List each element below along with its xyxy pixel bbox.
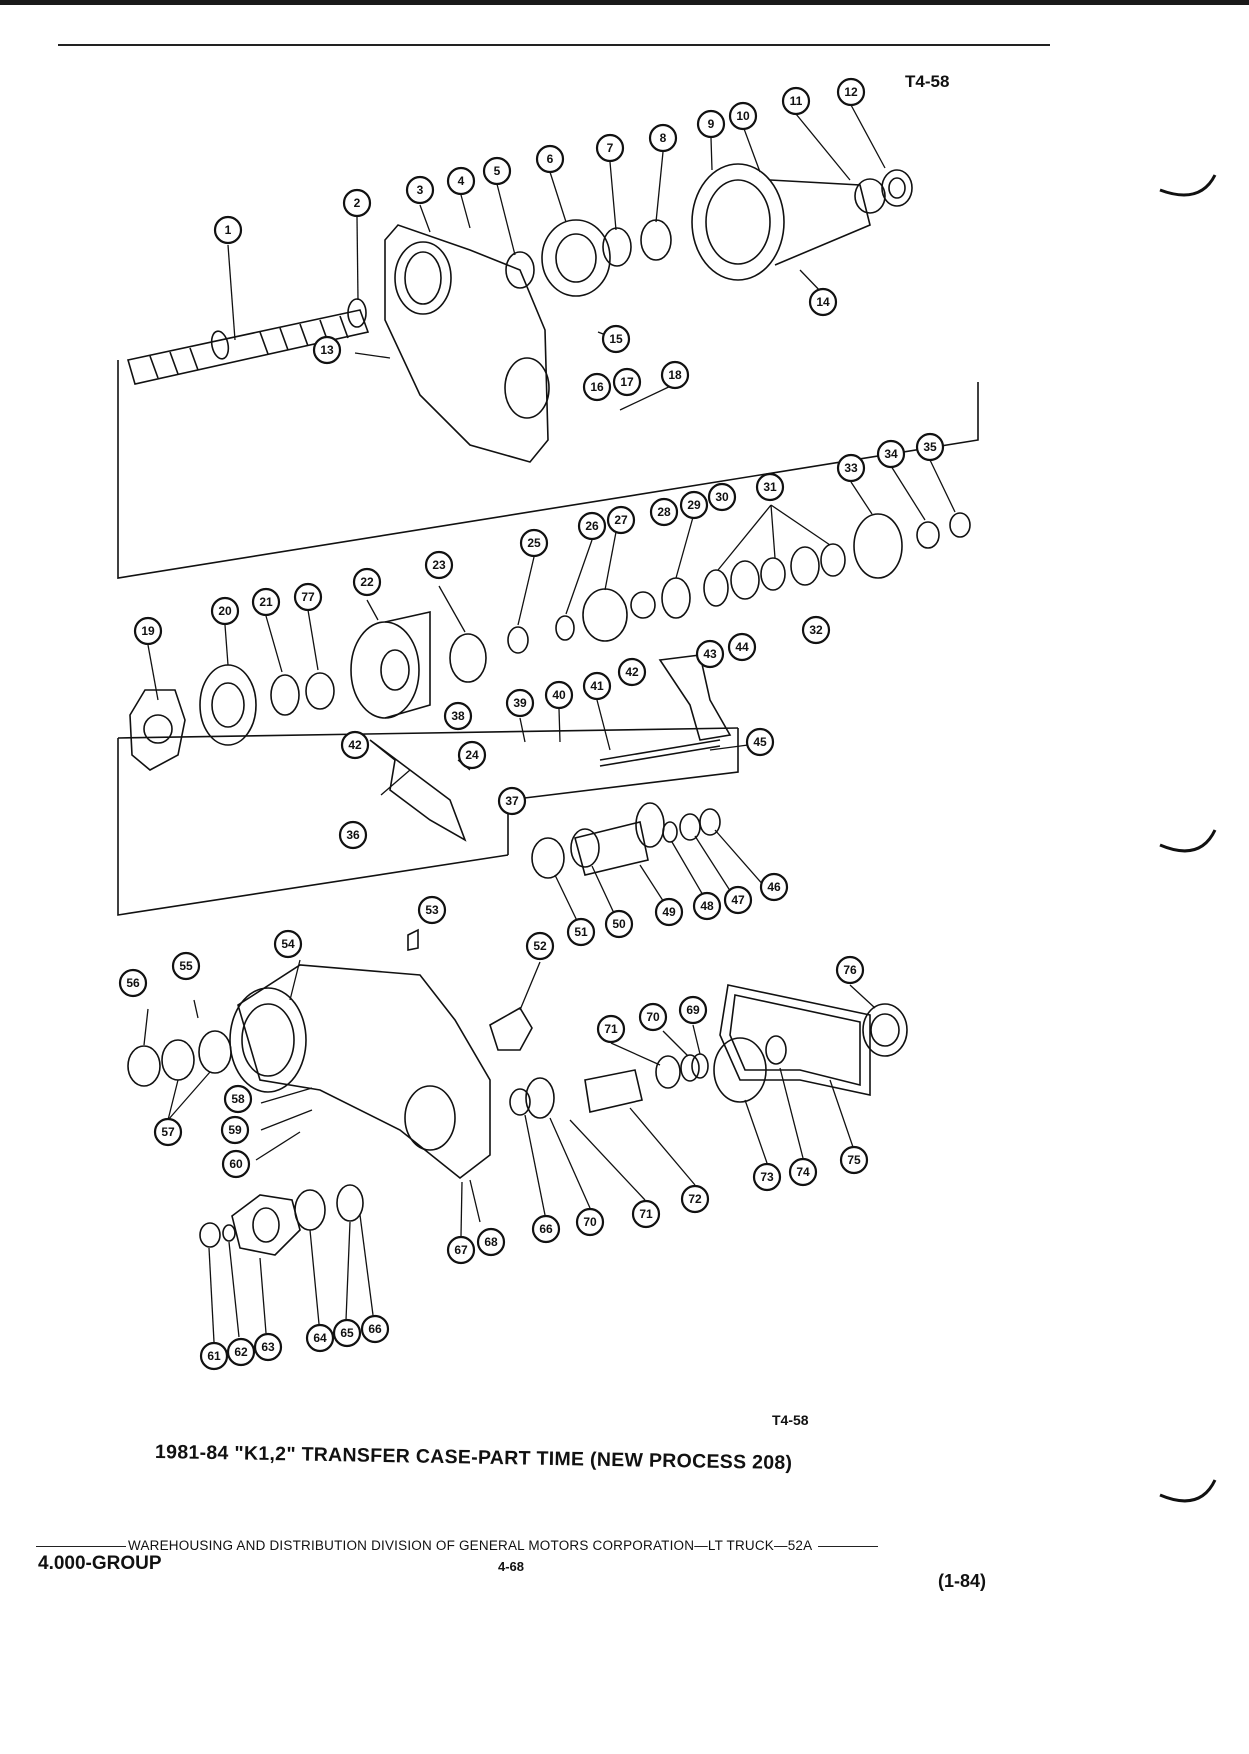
yoke-63 [232, 1195, 300, 1255]
svg-text:25: 25 [527, 536, 541, 550]
oil-pump [130, 690, 185, 770]
diagram-title: 1981-84 "K1,2" TRANSFER CASE-PART TIME (NEW PROCESS 208) [154, 1441, 793, 1475]
seal-11 [855, 179, 885, 213]
footer-page-number: 4-68 [498, 1559, 525, 1574]
svg-text:14: 14 [816, 295, 830, 309]
callout-7 [597, 135, 623, 161]
callout-2 [344, 190, 370, 216]
seal-46 [700, 809, 720, 835]
svg-text:39: 39 [513, 696, 527, 710]
bearing-8 [641, 220, 671, 260]
footer-group: 4.000-GROUP [38, 1553, 162, 1574]
callout-8 [650, 125, 676, 151]
callout-24 [459, 742, 485, 768]
svg-text:56: 56 [126, 976, 140, 990]
svg-text:11: 11 [789, 94, 803, 108]
callout-21 [253, 589, 279, 615]
callout-48 [694, 893, 720, 919]
binder-mark-3 [1160, 1480, 1215, 1501]
callout-13 [314, 337, 340, 363]
svg-text:42: 42 [625, 665, 639, 679]
svg-text:38: 38 [451, 709, 465, 723]
bearing-7 [603, 228, 631, 266]
svg-text:3: 3 [416, 183, 424, 197]
footer-revision: (1-84) [938, 1571, 987, 1591]
svg-text:18: 18 [668, 368, 682, 382]
callout-49 [656, 899, 682, 925]
callout-25 [521, 530, 547, 556]
callout-40 [546, 682, 572, 708]
svg-text:16: 16 [590, 380, 604, 394]
callout-38 [445, 703, 471, 729]
callout-47 [725, 887, 751, 913]
callout-30 [709, 484, 735, 510]
svg-text:62: 62 [234, 1345, 248, 1359]
seal-64 [295, 1190, 325, 1230]
svg-text:76: 76 [843, 963, 857, 977]
svg-text:30: 30 [715, 490, 729, 504]
callout-14 [810, 289, 836, 315]
svg-text:22: 22 [360, 575, 374, 589]
callout-15 [603, 326, 629, 352]
callout-1 [215, 217, 241, 243]
callout-46 [761, 874, 787, 900]
svg-text:2: 2 [353, 196, 361, 210]
spacer-31b [761, 558, 785, 590]
svg-text:68: 68 [484, 1235, 498, 1249]
bearing-32a [731, 561, 759, 599]
svg-text:23: 23 [432, 558, 446, 572]
callout-52 [527, 933, 553, 959]
svg-text:24: 24 [465, 748, 479, 762]
callout-73 [754, 1164, 780, 1190]
svg-text:7: 7 [606, 141, 614, 155]
bearing-47 [680, 814, 700, 840]
spacer-69 [692, 1054, 708, 1078]
bushing-77 [306, 673, 334, 709]
svg-text:48: 48 [700, 899, 714, 913]
planetary-assembly [200, 665, 256, 745]
seal-56 [128, 1046, 160, 1086]
svg-text:42: 42 [348, 738, 362, 752]
callout-67 [448, 1237, 474, 1263]
washer-34 [917, 522, 939, 548]
callout-54 [275, 931, 301, 957]
svg-text:21: 21 [259, 595, 273, 609]
callout-42-upper [619, 659, 645, 685]
callout-41 [584, 673, 610, 699]
bearing-32b [791, 547, 819, 585]
svg-text:53: 53 [425, 903, 439, 917]
callout-71-lower [633, 1201, 659, 1227]
sliding-clutch-27 [583, 589, 627, 641]
svg-text:45: 45 [753, 735, 767, 749]
callout-10 [730, 103, 756, 129]
callout-9 [698, 111, 724, 137]
footer-rule-right [818, 1546, 878, 1547]
svg-text:74: 74 [796, 1165, 810, 1179]
callout-64 [307, 1325, 333, 1351]
shift-fork-36 [370, 740, 465, 840]
svg-text:8: 8 [659, 131, 667, 145]
svg-text:55: 55 [179, 959, 193, 973]
rear-extension-housing [692, 164, 870, 280]
svg-text:13: 13 [320, 343, 334, 357]
callout-27 [608, 507, 634, 533]
callout-32 [803, 617, 829, 643]
figure-id-top: T4-58 [905, 72, 950, 91]
snap-ring-25 [508, 627, 528, 653]
bearing-retainer-6 [542, 220, 610, 296]
callout-69 [680, 997, 706, 1023]
shift-fork-44 [660, 655, 730, 740]
callout-72 [682, 1186, 708, 1212]
svg-text:75: 75 [847, 1153, 861, 1167]
svg-text:71: 71 [639, 1207, 653, 1221]
svg-text:17: 17 [620, 375, 634, 389]
snap-ring-23 [450, 634, 486, 682]
callout-43 [697, 641, 723, 667]
leader-lines [144, 105, 955, 1342]
callout-57 [155, 1119, 181, 1145]
svg-text:66: 66 [539, 1222, 553, 1236]
drive-chain-75 [720, 985, 870, 1095]
thrust-washer-21 [271, 675, 299, 715]
washer-48 [663, 822, 677, 842]
callout-65 [334, 1320, 360, 1346]
callout-55 [173, 953, 199, 979]
seal-12 [882, 170, 912, 206]
callout-59 [222, 1117, 248, 1143]
svg-text:29: 29 [687, 498, 701, 512]
callout-62 [228, 1339, 254, 1365]
footer-division-line [36, 1538, 878, 1553]
svg-text:12: 12 [844, 85, 858, 99]
figure-id-bottom: T4-58 [772, 1412, 809, 1428]
svg-text:47: 47 [731, 893, 745, 907]
callout-74 [790, 1159, 816, 1185]
callout-70-upper [640, 1004, 666, 1030]
svg-text:15: 15 [609, 332, 623, 346]
callout-45 [747, 729, 773, 755]
svg-text:31: 31 [763, 480, 777, 494]
svg-text:70: 70 [646, 1010, 660, 1024]
callout-20 [212, 598, 238, 624]
front-case-half [385, 225, 549, 462]
bearing-65 [337, 1185, 363, 1221]
svg-text:59: 59 [228, 1123, 242, 1137]
svg-text:26: 26 [585, 519, 599, 533]
svg-text:54: 54 [281, 937, 295, 951]
binder-mark-1 [1160, 175, 1215, 195]
svg-text:52: 52 [533, 939, 547, 953]
callout-66-lower [362, 1316, 388, 1342]
svg-text:72: 72 [688, 1192, 702, 1206]
svg-text:33: 33 [844, 461, 858, 475]
svg-text:27: 27 [614, 513, 628, 527]
bearing-50 [571, 829, 599, 867]
bearing-51 [532, 838, 564, 878]
svg-text:5: 5 [493, 164, 501, 178]
spacer-31a [704, 570, 728, 606]
drive-gear-33 [854, 514, 902, 578]
svg-text:6: 6 [546, 152, 554, 166]
gear-30 [662, 578, 690, 618]
callout-44 [729, 634, 755, 660]
binder-mark-2 [1160, 830, 1215, 851]
rear-output-shaft-72 [585, 1070, 642, 1112]
footer-division: WAREHOUSING AND DISTRIBUTION DIVISION OF GENERAL MOTORS CORPORATION—LT TRUCK—52A [128, 1538, 813, 1553]
callout-53 [419, 897, 445, 923]
bearing-71 [656, 1056, 680, 1088]
callout-60 [223, 1151, 249, 1177]
callout-18 [662, 362, 688, 388]
callout-19 [135, 618, 161, 644]
svg-text:57: 57 [161, 1125, 175, 1139]
callout-35 [917, 434, 943, 460]
svg-text:36: 36 [346, 828, 360, 842]
svg-text:41: 41 [590, 679, 604, 693]
callout-39 [507, 690, 533, 716]
svg-text:28: 28 [657, 505, 671, 519]
svg-text:43: 43 [703, 647, 717, 661]
svg-text:61: 61 [207, 1349, 221, 1363]
svg-text:10: 10 [736, 109, 750, 123]
svg-text:64: 64 [313, 1331, 327, 1345]
svg-text:9: 9 [707, 117, 715, 131]
callout-42-lower [342, 732, 368, 758]
callout-56 [120, 970, 146, 996]
callout-68 [478, 1229, 504, 1255]
callout-17 [614, 369, 640, 395]
svg-text:58: 58 [231, 1092, 245, 1106]
annulus-gear [351, 612, 430, 718]
spacer-31c [821, 544, 845, 576]
svg-text:77: 77 [301, 590, 315, 604]
svg-text:70: 70 [583, 1215, 597, 1229]
svg-text:44: 44 [735, 640, 749, 654]
callout-66-upper [533, 1216, 559, 1242]
callout-76 [837, 957, 863, 983]
svg-text:34: 34 [884, 447, 898, 461]
callout-75 [841, 1147, 867, 1173]
callout-37 [499, 788, 525, 814]
svg-text:66: 66 [368, 1322, 382, 1336]
bearing-57a [162, 1040, 194, 1080]
callout-31 [757, 474, 783, 500]
bearing-57b [199, 1031, 231, 1073]
callout-36 [340, 822, 366, 848]
callout-51 [568, 919, 594, 945]
shift-rail-41 [600, 740, 720, 760]
rear-case-half [230, 965, 490, 1178]
svg-text:32: 32 [809, 623, 823, 637]
callout-6 [537, 146, 563, 172]
svg-text:20: 20 [218, 604, 232, 618]
svg-text:37: 37 [505, 794, 519, 808]
washer-26 [556, 616, 574, 640]
snap-ring-28 [631, 592, 655, 618]
svg-text:40: 40 [552, 688, 566, 702]
callout-77 [295, 584, 321, 610]
callout-70-lower [577, 1209, 603, 1235]
callout-3 [407, 177, 433, 203]
callout-33 [838, 455, 864, 481]
callout-50 [606, 911, 632, 937]
sensor-53 [408, 930, 418, 950]
callout-29 [681, 492, 707, 518]
callout-16 [584, 374, 610, 400]
svg-text:67: 67 [454, 1243, 468, 1257]
speedo-housing-52 [490, 1008, 532, 1050]
washer-62 [223, 1225, 235, 1241]
svg-text:50: 50 [612, 917, 626, 931]
callout-22 [354, 569, 380, 595]
callout-58 [225, 1086, 251, 1112]
svg-text:19: 19 [141, 624, 155, 638]
callout-4 [448, 168, 474, 194]
callout-61 [201, 1343, 227, 1369]
washer-74 [766, 1036, 786, 1064]
svg-text:73: 73 [760, 1170, 774, 1184]
callout-63 [255, 1334, 281, 1360]
nut-61 [200, 1223, 220, 1247]
svg-text:60: 60 [229, 1157, 243, 1171]
svg-text:51: 51 [574, 925, 588, 939]
svg-text:63: 63 [261, 1340, 275, 1354]
callout-11 [783, 88, 809, 114]
callout-12 [838, 79, 864, 105]
svg-text:71: 71 [604, 1022, 618, 1036]
callout-5 [484, 158, 510, 184]
snap-ring-35 [950, 513, 970, 537]
callout-71-upper [598, 1016, 624, 1042]
svg-text:69: 69 [686, 1003, 700, 1017]
footer-rule-left [36, 1546, 126, 1547]
callout-34 [878, 441, 904, 467]
group-frame-2 [118, 738, 508, 915]
svg-text:49: 49 [662, 905, 676, 919]
svg-text:65: 65 [340, 1326, 354, 1340]
svg-text:46: 46 [767, 880, 781, 894]
svg-text:35: 35 [923, 440, 937, 454]
callout-26 [579, 513, 605, 539]
callout-23 [426, 552, 452, 578]
group-frame-2-right [508, 728, 738, 855]
callout-28 [651, 499, 677, 525]
svg-text:4: 4 [457, 174, 465, 188]
pilot-bearing [348, 299, 366, 327]
svg-text:1: 1 [224, 223, 232, 237]
